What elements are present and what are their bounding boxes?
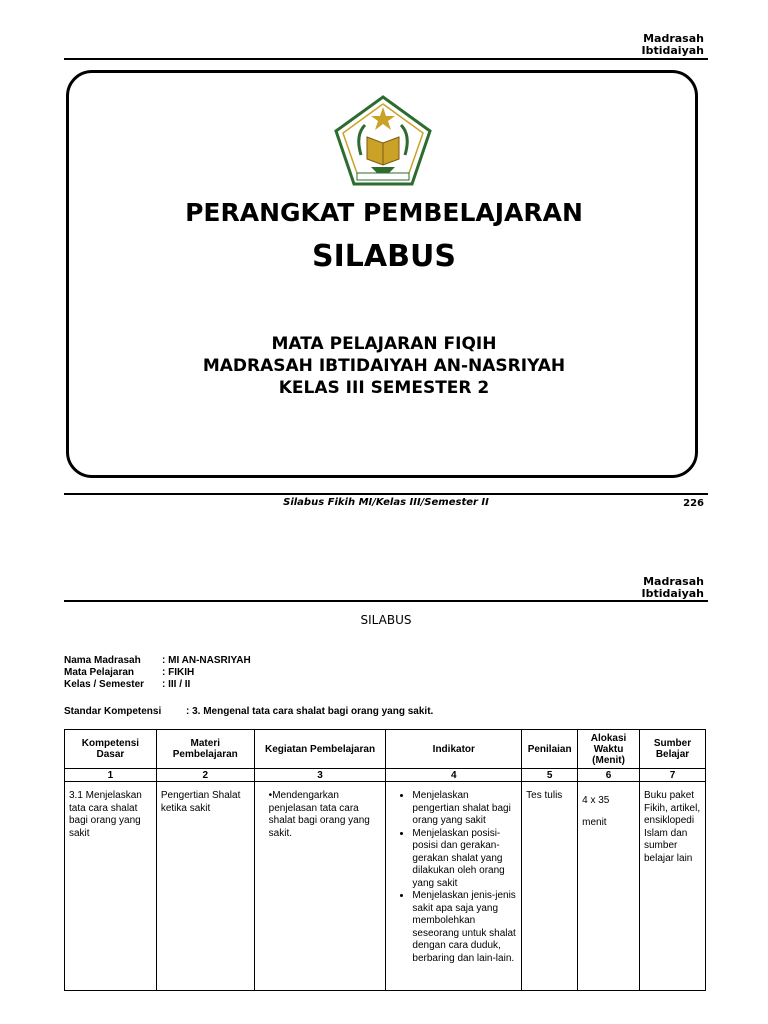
col-header-alokasi: Alokasi Waktu (Menit) <box>578 730 640 769</box>
table-row <box>65 782 706 991</box>
footer-rule <box>64 493 708 495</box>
syllabus-table <box>64 729 706 991</box>
col-header-kegiatan: Kegiatan Pembelajaran <box>254 730 386 769</box>
cell-kompetensi: 3.1 Menjelaskan tata cara shalat bagi orang yang sakit <box>65 782 157 991</box>
col-number: 2 <box>156 769 254 782</box>
info-value: : MI AN-NASRIYAH <box>162 655 251 666</box>
col-header-materi: Materi Pembelajaran <box>156 730 254 769</box>
col-number: 1 <box>65 769 157 782</box>
header-school-line-1: Madrasah <box>643 575 704 588</box>
col-number: 7 <box>640 769 706 782</box>
header-school-name <box>642 33 705 57</box>
info-value: : FIKIH <box>162 667 195 678</box>
cover-school: MADRASAH IBTIDAIYAH AN-NASRIYAH <box>202 356 566 376</box>
col-header-indikator: Indikator <box>386 730 522 769</box>
info-row <box>64 655 251 667</box>
header-rule-2 <box>64 600 708 602</box>
col-header-sumber: Sumber Belajar <box>640 730 706 769</box>
cover-subject: MATA PELAJARAN FIQIH <box>271 334 497 354</box>
page-number: 226 <box>683 498 704 509</box>
header-rule <box>64 58 708 60</box>
cell-indikator <box>386 782 522 991</box>
indikator-item: • Menjelaskan posisi-posisi dan gerakan-gerakan shalat yang dilakukan oleh orang yang sakit <box>412 828 517 891</box>
col-number: 3 <box>254 769 386 782</box>
header-school-line-2: Ibtidaiyah <box>641 587 704 600</box>
standar-kompetensi <box>64 706 433 717</box>
cover-subject-block <box>66 333 702 399</box>
table-number-row <box>65 769 706 782</box>
kegiatan-item: • Mendengarkan penjelasan tata cara shalat bagi orang yang sakit. <box>269 790 382 840</box>
header-school-line-1: Madrasah <box>643 32 704 45</box>
school-info <box>64 655 251 691</box>
col-number: 4 <box>386 769 522 782</box>
cell-sumber: Buku paket Fikih, artikel, ensiklopedi Islam dan sumber belajar lain <box>640 782 706 991</box>
cell-kegiatan <box>254 782 386 991</box>
header-school-line-2: Ibtidaiyah <box>641 44 704 57</box>
syllabus-title: SILABUS <box>360 613 412 627</box>
footer-text: Silabus Fikih MI/Kelas III/Semester II <box>283 497 489 508</box>
col-number: 6 <box>578 769 640 782</box>
col-header-penilaian: Penilaian <box>522 730 578 769</box>
col-header-kompetensi: Kompetensi Dasar <box>65 730 157 769</box>
info-label: Nama Madrasah <box>64 655 141 666</box>
header-school-name-2 <box>642 576 705 600</box>
cover-class-semester: KELAS III SEMESTER 2 <box>278 378 490 398</box>
standar-value: : 3. Mengenal tata cara shalat bagi orang yang sakit. <box>186 706 434 717</box>
info-row <box>64 667 251 679</box>
info-label: Mata Pelajaran <box>64 667 135 678</box>
table-header-row <box>65 730 706 769</box>
cell-alokasi: 4 x 35 menit <box>578 782 640 991</box>
info-row <box>64 679 251 691</box>
col-number: 5 <box>522 769 578 782</box>
indikator-item: • Menjelaskan jenis-jenis sakit apa saja yang membolehkan seseorang untuk shalat dengan cara duduk, berbaring dan lain-lain. <box>412 890 517 965</box>
standar-label: Standar Kompetensi <box>64 706 162 717</box>
indikator-item: • Menjelaskan pengertian shalat bagi orang yang sakit <box>412 790 517 828</box>
kemenag-logo-icon <box>333 95 433 187</box>
info-label: Kelas / Semester <box>64 679 145 690</box>
cell-materi: Pengertian Shalat ketika sakit <box>156 782 254 991</box>
cell-penilaian: Tes tulis <box>522 782 578 991</box>
info-value: : III / II <box>162 679 191 690</box>
cover-title: PERANGKAT PEMBELAJARAN <box>185 198 583 227</box>
cover-subtitle-silabus: SILABUS <box>312 239 456 274</box>
